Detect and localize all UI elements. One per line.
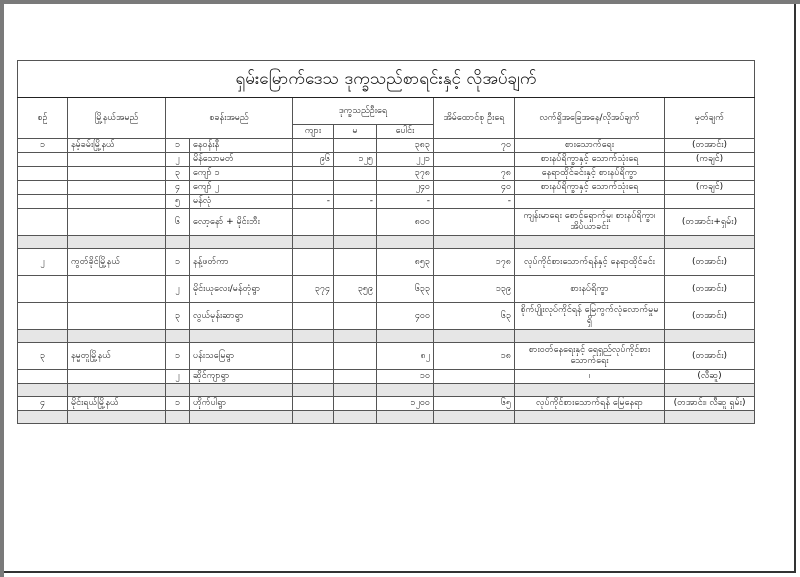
cell-status: ကျန်းမာရေး စောင့်ရှောက်မှု၊ စားနပ်ရိက္ခာ၊ အိပ်ယာခင်း bbox=[515, 209, 665, 236]
table-body bbox=[18, 139, 755, 424]
cell-camp: လော့နော် + မိုင်းဘီး bbox=[190, 209, 293, 236]
table-row bbox=[18, 276, 755, 303]
cell-male: ၃၇၄ bbox=[293, 276, 334, 303]
cell-households bbox=[434, 370, 515, 384]
empty-cell bbox=[68, 411, 166, 424]
empty-cell bbox=[18, 411, 68, 424]
header-households: အိမ်ထောင်စု ဦးရေ bbox=[434, 98, 515, 139]
cell-households bbox=[434, 153, 515, 167]
cell-male: - bbox=[293, 195, 334, 209]
cell-sub-no: ၁ bbox=[166, 343, 190, 370]
empty-cell bbox=[434, 384, 515, 397]
cell-sub-no: ၆ bbox=[166, 209, 190, 236]
cell-remark: (တအာင်း) bbox=[665, 139, 755, 153]
empty-cell bbox=[334, 384, 377, 397]
cell-township bbox=[68, 303, 166, 330]
cell-camp: ကျော် ၂ bbox=[190, 181, 293, 195]
cell-remark: (တအာင်း) bbox=[665, 249, 755, 276]
cell-status: နေရာထိုင်ခင်းနှင့် စားနပ်ရိက္ခာ bbox=[515, 167, 665, 181]
cell-male bbox=[293, 167, 334, 181]
cell-female bbox=[334, 343, 377, 370]
table-row bbox=[18, 139, 755, 153]
cell-township bbox=[68, 209, 166, 236]
table-row bbox=[18, 343, 755, 370]
cell-sub-no: ၃ bbox=[166, 303, 190, 330]
cell-no bbox=[18, 153, 68, 167]
cell-township bbox=[68, 167, 166, 181]
cell-households: ၁၇၈ bbox=[434, 249, 515, 276]
empty-cell bbox=[293, 384, 334, 397]
cell-female bbox=[334, 397, 377, 411]
cell-camp: မန်လုံ bbox=[190, 195, 293, 209]
empty-cell bbox=[293, 236, 334, 249]
cell-township: နမ္မတူမြို့နယ် bbox=[68, 343, 166, 370]
separator-row bbox=[18, 236, 755, 249]
cell-township bbox=[68, 276, 166, 303]
empty-cell bbox=[190, 330, 293, 343]
header-male: ကျား bbox=[293, 125, 334, 139]
cell-female bbox=[334, 181, 377, 195]
cell-status: စိုက်ပျိုးလုပ်ကိုင်ရန် မြေကွက်လုံလောက်မှုမရှိ bbox=[515, 303, 665, 330]
empty-cell bbox=[665, 411, 755, 424]
empty-cell bbox=[665, 236, 755, 249]
cell-township: ကွတ်ခိုင်မြို့နယ် bbox=[68, 249, 166, 276]
cell-total: - bbox=[377, 195, 434, 209]
document-page bbox=[4, 4, 796, 573]
cell-township: မိုင်းရယ်မြို့နယ် bbox=[68, 397, 166, 411]
cell-female bbox=[334, 249, 377, 276]
cell-total: ၄၀၀ bbox=[377, 303, 434, 330]
cell-households: ၆၃ bbox=[434, 303, 515, 330]
cell-camp: ကျော် ၁ bbox=[190, 167, 293, 181]
empty-cell bbox=[334, 330, 377, 343]
empty-cell bbox=[515, 411, 665, 424]
cell-status: လုပ်ကိုင်စားသောက်ရန် မြေနေရာ bbox=[515, 397, 665, 411]
cell-camp: ဆိုင်ကျာရွာ bbox=[190, 370, 293, 384]
cell-male: ၉၆ bbox=[293, 153, 334, 167]
separator-row bbox=[18, 411, 755, 424]
cell-township: နမ့်ခမ်းမြို့နယ် bbox=[68, 139, 166, 153]
cell-female: - bbox=[334, 195, 377, 209]
empty-cell bbox=[377, 384, 434, 397]
empty-cell bbox=[515, 384, 665, 397]
cell-township bbox=[68, 181, 166, 195]
cell-camp: မိန်သောမတ် bbox=[190, 153, 293, 167]
cell-no: ၁ bbox=[18, 139, 68, 153]
cell-total: ၈၀၀ bbox=[377, 209, 434, 236]
cell-households: ၆၅ bbox=[434, 397, 515, 411]
empty-cell bbox=[68, 330, 166, 343]
header-female: မ bbox=[334, 125, 377, 139]
cell-total: ၁၀ bbox=[377, 370, 434, 384]
empty-cell bbox=[293, 330, 334, 343]
empty-cell bbox=[377, 236, 434, 249]
table-row bbox=[18, 167, 755, 181]
empty-cell bbox=[515, 330, 665, 343]
cell-female: ၁၂၅ bbox=[334, 153, 377, 167]
empty-cell bbox=[293, 411, 334, 424]
empty-cell bbox=[434, 330, 515, 343]
empty-cell bbox=[18, 236, 68, 249]
empty-cell bbox=[190, 236, 293, 249]
separator-row bbox=[18, 384, 755, 397]
cell-sub-no: ၅ bbox=[166, 195, 190, 209]
empty-cell bbox=[334, 411, 377, 424]
cell-township bbox=[68, 153, 166, 167]
cell-status: လုပ်ကိုင်စားသောက်ရန်နှင့် နေရာထိုင်ခင်း bbox=[515, 249, 665, 276]
empty-cell bbox=[434, 411, 515, 424]
cell-status: စားသောက်ရေး bbox=[515, 139, 665, 153]
empty-cell bbox=[68, 384, 166, 397]
cell-sub-no: ၂ bbox=[166, 370, 190, 384]
header-township: မြို့နယ်အမည် bbox=[68, 98, 166, 139]
cell-sub-no: ၁ bbox=[166, 397, 190, 411]
cell-total: ၁၂၀၀ bbox=[377, 397, 434, 411]
header-refugee-count: ဒုက္ခသည်ဦးရေ bbox=[293, 98, 434, 125]
cell-sub-no: ၂ bbox=[166, 276, 190, 303]
cell-female bbox=[334, 370, 377, 384]
cell-female bbox=[334, 139, 377, 153]
cell-remark bbox=[665, 195, 755, 209]
table-row bbox=[18, 370, 755, 384]
table-row bbox=[18, 397, 755, 411]
cell-no bbox=[18, 370, 68, 384]
empty-cell bbox=[166, 384, 190, 397]
cell-total: ၆၃၃ bbox=[377, 276, 434, 303]
cell-remark: (ကချင်) bbox=[665, 181, 755, 195]
cell-households: ၇၈ bbox=[434, 167, 515, 181]
cell-female bbox=[334, 209, 377, 236]
cell-total: ၂၄၀ bbox=[377, 181, 434, 195]
empty-cell bbox=[334, 236, 377, 249]
table-title: ရှမ်းမြောက်ဒေသ ဒုက္ခသည်စာရင်းနှင့် လိုအပ်ချက် bbox=[18, 61, 755, 98]
header-remarks: မှတ်ချက် bbox=[665, 98, 755, 139]
cell-no bbox=[18, 195, 68, 209]
cell-no: ၄ bbox=[18, 397, 68, 411]
cell-sub-no: ၁ bbox=[166, 139, 190, 153]
cell-remark: (တအာင်း) bbox=[665, 303, 755, 330]
cell-camp: ဟိုက်ပါရွာ bbox=[190, 397, 293, 411]
cell-male bbox=[293, 343, 334, 370]
cell-status: စားနပ်ရိက္ခာနှင့် သောက်သုံးရေ bbox=[515, 153, 665, 167]
cell-male bbox=[293, 181, 334, 195]
cell-camp: လွယ်မုန်းဆာရွာ bbox=[190, 303, 293, 330]
cell-male bbox=[293, 303, 334, 330]
empty-cell bbox=[190, 384, 293, 397]
header-camp: စခန်းအမည် bbox=[166, 98, 293, 139]
cell-households: - bbox=[434, 195, 515, 209]
cell-no bbox=[18, 209, 68, 236]
cell-sub-no: ၂ bbox=[166, 153, 190, 167]
cell-remark: (တအာင်း) bbox=[665, 343, 755, 370]
header-no: စဉ် bbox=[18, 98, 68, 139]
cell-households bbox=[434, 209, 515, 236]
header-total: ပေါင်း bbox=[377, 125, 434, 139]
table-row bbox=[18, 153, 755, 167]
cell-male bbox=[293, 370, 334, 384]
cell-male bbox=[293, 397, 334, 411]
cell-female bbox=[334, 167, 377, 181]
empty-cell bbox=[68, 236, 166, 249]
cell-total: ၃၇၈ bbox=[377, 167, 434, 181]
empty-cell bbox=[166, 411, 190, 424]
cell-no bbox=[18, 181, 68, 195]
table-row bbox=[18, 195, 755, 209]
cell-no bbox=[18, 167, 68, 181]
cell-camp: နန့်ဖတ်ကာ bbox=[190, 249, 293, 276]
cell-camp: မိုင်းယုလေး/မန်တုံရွာ bbox=[190, 276, 293, 303]
cell-remark: (ကချင်) bbox=[665, 153, 755, 167]
cell-status bbox=[515, 195, 665, 209]
empty-cell bbox=[166, 330, 190, 343]
empty-cell bbox=[18, 330, 68, 343]
empty-cell bbox=[190, 411, 293, 424]
cell-sub-no: ၃ bbox=[166, 167, 190, 181]
cell-remark: (တအာင်း) bbox=[665, 276, 755, 303]
empty-cell bbox=[166, 236, 190, 249]
cell-households: ၄၀ bbox=[434, 181, 515, 195]
cell-township bbox=[68, 195, 166, 209]
empty-cell bbox=[434, 236, 515, 249]
table-row bbox=[18, 209, 755, 236]
cell-male bbox=[293, 209, 334, 236]
cell-total: ၈၅၃ bbox=[377, 249, 434, 276]
cell-households: ၁၈ bbox=[434, 343, 515, 370]
cell-female: ၃၅၉ bbox=[334, 276, 377, 303]
cell-no: ၂ bbox=[18, 249, 68, 276]
refugee-table bbox=[17, 60, 755, 424]
cell-remark: (တအာင်း၊ လီဆူ ရှမ်း) bbox=[665, 397, 755, 411]
cell-total: ၈၂ bbox=[377, 343, 434, 370]
cell-status: ၊ bbox=[515, 370, 665, 384]
cell-total: ၃၈၃ bbox=[377, 139, 434, 153]
cell-sub-no: ၁ bbox=[166, 249, 190, 276]
table-row bbox=[18, 249, 755, 276]
cell-remark: (တအာင်း+ရှမ်း) bbox=[665, 209, 755, 236]
cell-no bbox=[18, 303, 68, 330]
cell-male bbox=[293, 139, 334, 153]
table-row bbox=[18, 303, 755, 330]
cell-camp: ပန်းသမြေရွာ bbox=[190, 343, 293, 370]
cell-male bbox=[293, 249, 334, 276]
empty-cell bbox=[665, 384, 755, 397]
cell-status: စားနပ်ရိက္ခာနှင့် သောက်သုံးရေ bbox=[515, 181, 665, 195]
empty-cell bbox=[377, 330, 434, 343]
cell-total: ၂၂၁ bbox=[377, 153, 434, 167]
cell-households: ၁၃၉ bbox=[434, 276, 515, 303]
cell-township bbox=[68, 370, 166, 384]
cell-remark: (လီဆူ) bbox=[665, 370, 755, 384]
empty-cell bbox=[377, 411, 434, 424]
cell-camp: နေဝန်းနီ bbox=[190, 139, 293, 153]
cell-female bbox=[334, 303, 377, 330]
header-current-status: လက်ရှိအခြေအနေ/လိုအပ်ချက် bbox=[515, 98, 665, 139]
empty-cell bbox=[18, 384, 68, 397]
cell-households: ၇၀ bbox=[434, 139, 515, 153]
cell-status: စားနပ်ရိက္ခာ bbox=[515, 276, 665, 303]
table-row bbox=[18, 181, 755, 195]
empty-cell bbox=[515, 236, 665, 249]
empty-cell bbox=[665, 330, 755, 343]
separator-row bbox=[18, 330, 755, 343]
cell-status: စားဝတ်နေရေးနှင့် ရေရှည်လုပ်ကိုင်စားသောက်ရေး bbox=[515, 343, 665, 370]
cell-remark bbox=[665, 167, 755, 181]
cell-sub-no: ၄ bbox=[166, 181, 190, 195]
cell-no bbox=[18, 276, 68, 303]
cell-no: ၃ bbox=[18, 343, 68, 370]
